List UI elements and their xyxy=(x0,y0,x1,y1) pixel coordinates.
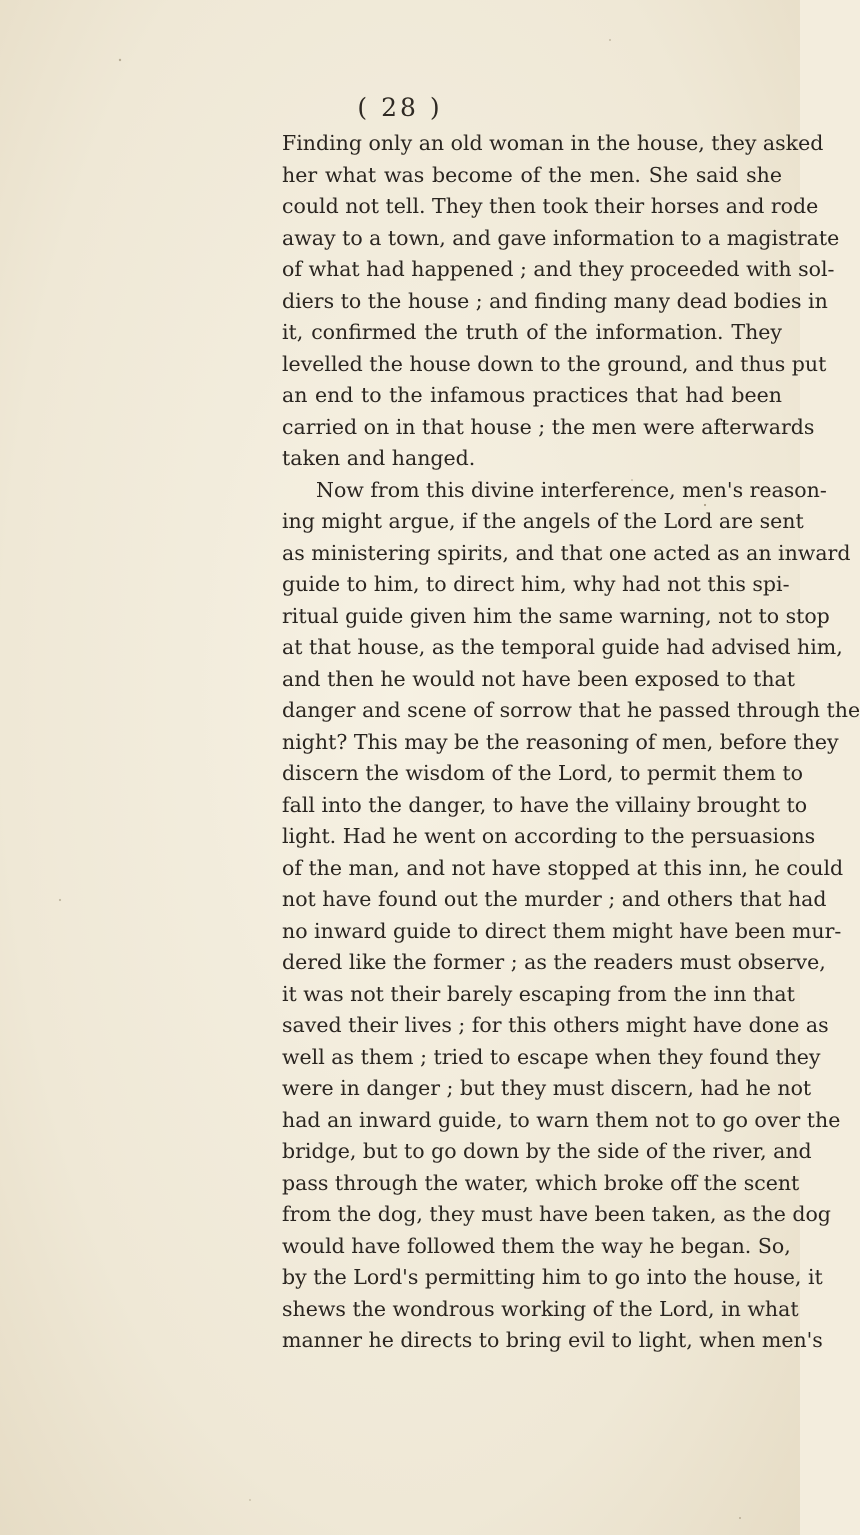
text-line: manner he directs to bring evil to light, when men's xyxy=(282,1328,823,1352)
text-line: ritual guide given him the same warning, not to stop xyxy=(282,603,830,628)
text-line: fall into the danger, to have the villainy brought to xyxy=(282,792,808,817)
text-line: an end to the infamous practices that had been xyxy=(282,383,782,407)
page-number: ( 28 ) xyxy=(357,93,443,122)
text-line: pass through the water, which broke off the scent xyxy=(282,1170,800,1195)
text-line: bridge, but to go down by the side of the river, and xyxy=(282,1139,812,1163)
text-line: of what had happened ; and they proceeded with sol- xyxy=(282,257,835,281)
text-line: it, confirmed the truth of the information. They xyxy=(282,320,782,344)
text-line: at that house, as the temporal guide had advised him, xyxy=(282,635,843,659)
text-line: saved their lives ; for this others might have done as xyxy=(282,1013,829,1037)
text-line: not have found out the murder ; and others that had xyxy=(282,887,827,911)
text-line: Now from this divine interference, men's reason- xyxy=(316,477,827,502)
text-line: her what was become of the men. She said she xyxy=(282,162,782,187)
text-line: of the man, and not have stopped at this inn, he could xyxy=(282,855,844,880)
body-text xyxy=(282,128,860,1357)
text-line: could not tell. They then took their horses and rode xyxy=(282,194,819,218)
text-line: it was not their barely escaping from the inn that xyxy=(282,981,795,1006)
paragraph-2 xyxy=(282,475,860,1357)
text-line: ing might argue, if the angels of the Lord are sent xyxy=(282,509,804,533)
text-line: discern the wisdom of the Lord, to permit them to xyxy=(282,761,803,785)
text-line: away to a town, and gave information to a magistrate xyxy=(282,225,840,250)
text-line: Finding only an old woman in the house, they asked xyxy=(282,131,824,155)
text-line: guide to him, to direct him, why had not this spi- xyxy=(282,572,790,596)
text-line: carried on in that house ; the men were afterwards xyxy=(282,414,815,439)
text-line: no inward guide to direct them might have been mur- xyxy=(282,918,842,943)
text-line: shews the wondrous working of the Lord, in what xyxy=(282,1296,799,1321)
text-line: and then he would not have been exposed to that xyxy=(282,666,796,691)
text-line: well as them ; tried to escape when they found they xyxy=(282,1044,821,1069)
text-line: diers to the house ; and finding many dead bodies in xyxy=(282,288,828,313)
text-line: would have followed them the way he began. So, xyxy=(282,1233,791,1258)
text-line: levelled the house down to the ground, and thus put xyxy=(282,351,827,376)
text-line: as ministering spirits, and that one acted as an inward xyxy=(282,540,851,565)
text-line: taken and hanged. xyxy=(282,446,476,470)
text-line: danger and scene of sorrow that he passed through the xyxy=(282,698,860,722)
text-line: light. Had he went on according to the persuasions xyxy=(282,824,816,848)
text-line: by the Lord's permitting him to go into the house, it xyxy=(282,1265,823,1289)
text-line: dered like the former ; as the readers must observe, xyxy=(282,950,826,974)
text-line: had an inward guide, to warn them not to go over the xyxy=(282,1107,841,1132)
paragraph-1 xyxy=(282,128,840,475)
text-line: from the dog, they must have been taken, as the dog xyxy=(282,1202,831,1226)
text-line: night? This may be the reasoning of men, before they xyxy=(282,729,839,754)
text-line: were in danger ; but they must discern, had he not xyxy=(282,1076,812,1100)
